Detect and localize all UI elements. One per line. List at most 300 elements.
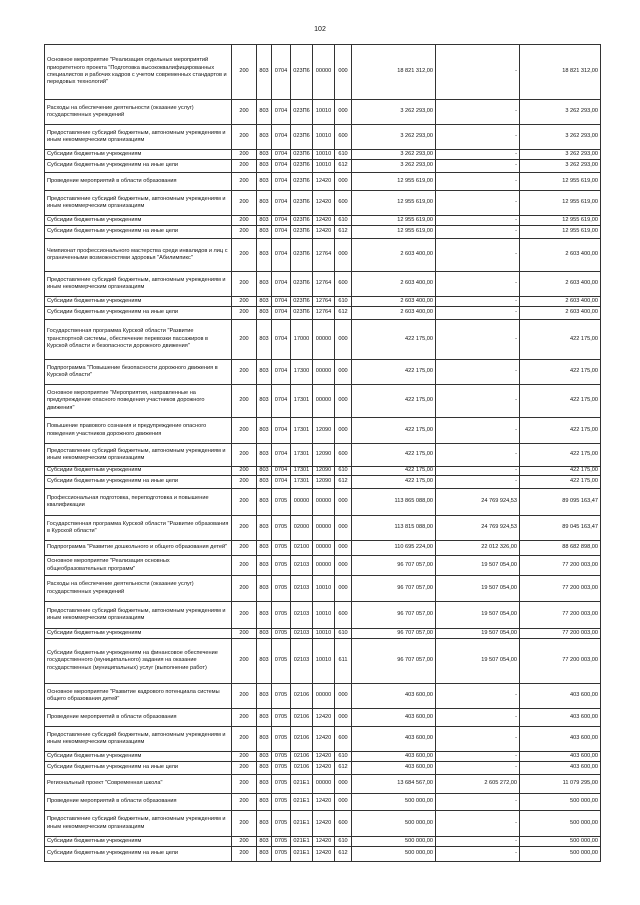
cell-vr: 000 — [335, 45, 352, 100]
cell-rz: 803 — [257, 684, 272, 709]
cell-vr: 600 — [335, 191, 352, 216]
cell-sum-federal: - — [436, 752, 520, 762]
cell-sum-federal: - — [436, 173, 520, 191]
cell-sum-total: 500 000,00 — [352, 837, 436, 847]
row-name: Расходы на обеспечение деятельности (оказание услуг) государственных учреждений — [45, 100, 232, 125]
cell-sum-federal: - — [436, 226, 520, 239]
table-row — [45, 516, 601, 541]
row-name: Предоставление субсидий бюджетным, автономным учреждениям и иным некоммерческим организациям — [45, 272, 232, 297]
table-body — [45, 45, 601, 862]
cell-csr2: 10010 — [313, 100, 335, 125]
cell-rz: 803 — [257, 775, 272, 794]
cell-sum-total: 500 000,00 — [352, 811, 436, 837]
cell-sum-total: 96 707 057,00 — [352, 576, 436, 602]
cell-sum-total: 422 175,00 — [352, 320, 436, 360]
cell-pr: 0704 — [272, 100, 291, 125]
table-row — [45, 173, 601, 191]
cell-vr: 610 — [335, 297, 352, 307]
table-row — [45, 216, 601, 226]
cell-csr2: 10010 — [313, 602, 335, 629]
cell-csr1: 17000 — [291, 320, 313, 360]
cell-vr: 600 — [335, 602, 352, 629]
cell-sum-federal: - — [436, 762, 520, 775]
cell-rz: 803 — [257, 385, 272, 418]
cell-vr: 610 — [335, 752, 352, 762]
table-row — [45, 467, 601, 476]
cell-vr: 600 — [335, 811, 352, 837]
cell-csr2: 12764 — [313, 297, 335, 307]
cell-sum-regional: 12 955 619,00 — [520, 226, 601, 239]
cell-pr: 0705 — [272, 489, 291, 516]
cell-sum-total: 2 603 400,00 — [352, 239, 436, 272]
cell-vr: 610 — [335, 150, 352, 160]
cell-pr: 0704 — [272, 360, 291, 385]
row-name: Региональный проект "Современная школа" — [45, 775, 232, 794]
cell-sum-regional: 2 603 400,00 — [520, 272, 601, 297]
cell-sum-total: 422 175,00 — [352, 467, 436, 476]
cell-gl: 200 — [232, 239, 257, 272]
cell-csr1: 023П6 — [291, 45, 313, 100]
cell-vr: 610 — [335, 837, 352, 847]
cell-csr1: 023П6 — [291, 297, 313, 307]
cell-sum-regional: 2 603 400,00 — [520, 307, 601, 320]
cell-sum-total: 2 603 400,00 — [352, 272, 436, 297]
cell-csr1: 17301 — [291, 444, 313, 467]
cell-csr1: 021E1 — [291, 811, 313, 837]
cell-gl: 200 — [232, 150, 257, 160]
cell-csr1: 023П6 — [291, 191, 313, 216]
cell-rz: 803 — [257, 837, 272, 847]
page-number: 102 — [314, 26, 326, 33]
cell-sum-federal: - — [436, 239, 520, 272]
cell-csr2: 00000 — [313, 385, 335, 418]
cell-gl: 200 — [232, 727, 257, 752]
cell-vr: 610 — [335, 467, 352, 476]
cell-pr: 0705 — [272, 794, 291, 811]
table-row — [45, 476, 601, 489]
table-row — [45, 100, 601, 125]
cell-sum-federal: - — [436, 100, 520, 125]
row-name: Проведение мероприятий в области образования — [45, 173, 232, 191]
cell-gl: 200 — [232, 541, 257, 556]
cell-pr: 0705 — [272, 752, 291, 762]
cell-sum-total: 403 600,00 — [352, 727, 436, 752]
row-name: Предоставление субсидий бюджетным, автономным учреждениям и иным некоммерческим организациям — [45, 602, 232, 629]
cell-sum-regional: 422 175,00 — [520, 320, 601, 360]
cell-csr1: 023П6 — [291, 100, 313, 125]
cell-pr: 0704 — [272, 272, 291, 297]
cell-csr2: 12090 — [313, 444, 335, 467]
cell-csr2: 12420 — [313, 226, 335, 239]
cell-csr1: 00000 — [291, 489, 313, 516]
cell-sum-federal: - — [436, 467, 520, 476]
row-name: Субсидии бюджетным учреждениям — [45, 297, 232, 307]
cell-sum-federal: 19 507 054,00 — [436, 639, 520, 684]
cell-rz: 803 — [257, 727, 272, 752]
table-row — [45, 160, 601, 173]
cell-sum-total: 422 175,00 — [352, 360, 436, 385]
cell-csr1: 023П6 — [291, 272, 313, 297]
cell-sum-total: 403 600,00 — [352, 752, 436, 762]
cell-sum-regional: 403 600,00 — [520, 762, 601, 775]
table-row — [45, 191, 601, 216]
cell-pr: 0705 — [272, 602, 291, 629]
cell-gl: 200 — [232, 602, 257, 629]
cell-csr2: 00000 — [313, 775, 335, 794]
cell-csr2: 00000 — [313, 320, 335, 360]
cell-csr1: 17301 — [291, 385, 313, 418]
row-name: Государственная программа Курской области "Развитие образования в Курской области" — [45, 516, 232, 541]
cell-vr: 000 — [335, 489, 352, 516]
row-name: Основное мероприятие "Реализация отдельных мероприятий приоритетного проекта "Подготовка высококвалифицированных специалистов и рабочих кадров с учетом современных стандартов и передовых технологий" — [45, 45, 232, 100]
cell-pr: 0705 — [272, 709, 291, 727]
cell-gl: 200 — [232, 125, 257, 150]
row-name: Субсидии бюджетным учреждениям на иные цели — [45, 226, 232, 239]
cell-vr: 600 — [335, 272, 352, 297]
cell-gl: 200 — [232, 226, 257, 239]
cell-sum-total: 422 175,00 — [352, 418, 436, 444]
cell-rz: 803 — [257, 602, 272, 629]
cell-gl: 200 — [232, 794, 257, 811]
cell-vr: 600 — [335, 444, 352, 467]
cell-rz: 803 — [257, 307, 272, 320]
cell-sum-federal: - — [436, 709, 520, 727]
cell-gl: 200 — [232, 307, 257, 320]
cell-sum-federal: 19 507 054,00 — [436, 556, 520, 576]
cell-csr1: 023П6 — [291, 160, 313, 173]
row-name: Подпрограмма "Повышение безопасности дорожного движения в Курской области" — [45, 360, 232, 385]
cell-vr: 000 — [335, 100, 352, 125]
cell-rz: 803 — [257, 297, 272, 307]
cell-rz: 803 — [257, 489, 272, 516]
row-name: Субсидии бюджетным учреждениям — [45, 216, 232, 226]
cell-rz: 803 — [257, 226, 272, 239]
cell-gl: 200 — [232, 847, 257, 862]
cell-gl: 200 — [232, 45, 257, 100]
cell-pr: 0705 — [272, 837, 291, 847]
cell-gl: 200 — [232, 709, 257, 727]
cell-gl: 200 — [232, 489, 257, 516]
cell-sum-federal: 19 507 054,00 — [436, 602, 520, 629]
row-name: Субсидии бюджетным учреждениям на иные цели — [45, 476, 232, 489]
cell-vr: 611 — [335, 639, 352, 684]
cell-sum-total: 12 955 619,00 — [352, 173, 436, 191]
cell-sum-total: 18 821 312,00 — [352, 45, 436, 100]
cell-sum-federal: - — [436, 191, 520, 216]
cell-vr: 610 — [335, 629, 352, 639]
table-row — [45, 837, 601, 847]
cell-pr: 0704 — [272, 320, 291, 360]
cell-sum-federal: - — [436, 320, 520, 360]
cell-csr2: 00000 — [313, 684, 335, 709]
cell-sum-federal: - — [436, 727, 520, 752]
cell-pr: 0705 — [272, 811, 291, 837]
cell-gl: 200 — [232, 684, 257, 709]
cell-vr: 612 — [335, 847, 352, 862]
cell-vr: 000 — [335, 775, 352, 794]
table-row — [45, 307, 601, 320]
cell-pr: 0705 — [272, 516, 291, 541]
table-row — [45, 794, 601, 811]
cell-csr1: 021E1 — [291, 775, 313, 794]
cell-sum-regional: 500 000,00 — [520, 847, 601, 862]
cell-sum-regional: 500 000,00 — [520, 811, 601, 837]
cell-sum-regional: 89 095 163,47 — [520, 489, 601, 516]
cell-sum-regional: 77 200 003,00 — [520, 576, 601, 602]
cell-csr1: 02106 — [291, 762, 313, 775]
cell-csr2: 12420 — [313, 811, 335, 837]
cell-gl: 200 — [232, 216, 257, 226]
cell-vr: 612 — [335, 307, 352, 320]
cell-sum-federal: - — [436, 418, 520, 444]
cell-sum-regional: 500 000,00 — [520, 794, 601, 811]
cell-pr: 0704 — [272, 385, 291, 418]
cell-sum-regional: 403 600,00 — [520, 709, 601, 727]
cell-csr1: 02106 — [291, 684, 313, 709]
cell-sum-regional: 422 175,00 — [520, 444, 601, 467]
cell-csr2: 00000 — [313, 541, 335, 556]
cell-sum-regional: 422 175,00 — [520, 360, 601, 385]
cell-csr1: 02100 — [291, 541, 313, 556]
row-name: Субсидии бюджетным учреждениям на иные цели — [45, 160, 232, 173]
cell-sum-total: 3 262 293,00 — [352, 160, 436, 173]
cell-sum-regional: 2 603 400,00 — [520, 297, 601, 307]
cell-vr: 612 — [335, 160, 352, 173]
row-name: Проведение мероприятий в области образования — [45, 794, 232, 811]
cell-sum-federal: 22 012 326,00 — [436, 541, 520, 556]
table-row — [45, 775, 601, 794]
cell-sum-regional: 3 262 293,00 — [520, 125, 601, 150]
cell-sum-total: 113 865 088,00 — [352, 489, 436, 516]
cell-sum-regional: 77 200 003,00 — [520, 556, 601, 576]
cell-sum-regional: 422 175,00 — [520, 385, 601, 418]
cell-pr: 0704 — [272, 444, 291, 467]
cell-csr1: 023П6 — [291, 239, 313, 272]
cell-rz: 803 — [257, 541, 272, 556]
cell-gl: 200 — [232, 297, 257, 307]
cell-sum-federal: - — [436, 837, 520, 847]
cell-rz: 803 — [257, 639, 272, 684]
cell-pr: 0704 — [272, 191, 291, 216]
table-row — [45, 762, 601, 775]
cell-sum-regional: 3 262 293,00 — [520, 100, 601, 125]
cell-rz: 803 — [257, 320, 272, 360]
row-name: Чемпионат профессионального мастерства среди инвалидов и лиц с ограниченными возможностями здоровья "Абилимпикс" — [45, 239, 232, 272]
cell-sum-federal: 24 769 924,53 — [436, 489, 520, 516]
cell-sum-federal: - — [436, 307, 520, 320]
table-row — [45, 150, 601, 160]
cell-pr: 0704 — [272, 467, 291, 476]
cell-rz: 803 — [257, 556, 272, 576]
cell-gl: 200 — [232, 811, 257, 837]
cell-csr1: 023П6 — [291, 226, 313, 239]
cell-gl: 200 — [232, 639, 257, 684]
cell-vr: 600 — [335, 125, 352, 150]
cell-sum-federal: - — [436, 794, 520, 811]
cell-sum-regional: 403 600,00 — [520, 684, 601, 709]
cell-sum-total: 422 175,00 — [352, 444, 436, 467]
cell-gl: 200 — [232, 837, 257, 847]
cell-sum-regional: 12 955 619,00 — [520, 191, 601, 216]
cell-csr2: 10010 — [313, 629, 335, 639]
cell-sum-total: 403 600,00 — [352, 762, 436, 775]
cell-sum-federal: - — [436, 476, 520, 489]
cell-pr: 0704 — [272, 45, 291, 100]
table-row — [45, 847, 601, 862]
cell-sum-total: 12 955 619,00 — [352, 191, 436, 216]
cell-vr: 000 — [335, 684, 352, 709]
cell-sum-regional: 403 600,00 — [520, 727, 601, 752]
cell-gl: 200 — [232, 191, 257, 216]
row-name: Субсидии бюджетным учреждениям на иные цели — [45, 762, 232, 775]
row-name: Предоставление субсидий бюджетным, автономным учреждениям и иным некоммерческим организациям — [45, 727, 232, 752]
cell-csr1: 17300 — [291, 360, 313, 385]
cell-pr: 0704 — [272, 297, 291, 307]
cell-sum-total: 403 600,00 — [352, 684, 436, 709]
cell-vr: 000 — [335, 541, 352, 556]
cell-sum-regional: 403 600,00 — [520, 752, 601, 762]
cell-csr2: 00000 — [313, 360, 335, 385]
cell-csr2: 12764 — [313, 239, 335, 272]
table-row — [45, 360, 601, 385]
cell-rz: 803 — [257, 160, 272, 173]
cell-sum-regional: 500 000,00 — [520, 837, 601, 847]
cell-csr2: 10010 — [313, 576, 335, 602]
cell-csr2: 12420 — [313, 709, 335, 727]
table-row — [45, 226, 601, 239]
cell-rz: 803 — [257, 444, 272, 467]
table-row — [45, 297, 601, 307]
cell-rz: 803 — [257, 709, 272, 727]
cell-rz: 803 — [257, 272, 272, 297]
cell-vr: 000 — [335, 794, 352, 811]
cell-vr: 000 — [335, 320, 352, 360]
cell-sum-federal: - — [436, 160, 520, 173]
cell-csr2: 12764 — [313, 307, 335, 320]
cell-vr: 000 — [335, 418, 352, 444]
cell-vr: 000 — [335, 360, 352, 385]
table-row — [45, 418, 601, 444]
cell-pr: 0704 — [272, 216, 291, 226]
row-name: Предоставление субсидий бюджетным, автономным учреждениям и иным некоммерческим организациям — [45, 811, 232, 837]
table-row — [45, 272, 601, 297]
cell-sum-total: 2 603 400,00 — [352, 297, 436, 307]
cell-sum-federal: 24 769 924,53 — [436, 516, 520, 541]
cell-sum-total: 2 603 400,00 — [352, 307, 436, 320]
cell-sum-regional: 77 200 003,00 — [520, 602, 601, 629]
cell-pr: 0705 — [272, 639, 291, 684]
cell-sum-federal: 2 605 272,00 — [436, 775, 520, 794]
row-name: Субсидии бюджетным учреждениям — [45, 467, 232, 476]
row-name: Субсидии бюджетным учреждениям — [45, 752, 232, 762]
cell-csr1: 02106 — [291, 727, 313, 752]
cell-pr: 0705 — [272, 576, 291, 602]
cell-gl: 200 — [232, 775, 257, 794]
cell-csr1: 17301 — [291, 467, 313, 476]
table-row — [45, 541, 601, 556]
cell-sum-federal: - — [436, 150, 520, 160]
cell-pr: 0705 — [272, 541, 291, 556]
cell-sum-federal: - — [436, 385, 520, 418]
table-row — [45, 602, 601, 629]
cell-sum-regional: 89 045 163,47 — [520, 516, 601, 541]
cell-rz: 803 — [257, 476, 272, 489]
cell-csr2: 10010 — [313, 150, 335, 160]
cell-gl: 200 — [232, 360, 257, 385]
cell-csr1: 17301 — [291, 476, 313, 489]
cell-pr: 0704 — [272, 125, 291, 150]
cell-rz: 803 — [257, 794, 272, 811]
cell-rz: 803 — [257, 762, 272, 775]
cell-pr: 0704 — [272, 307, 291, 320]
cell-sum-total: 500 000,00 — [352, 847, 436, 862]
table-row — [45, 709, 601, 727]
cell-gl: 200 — [232, 173, 257, 191]
row-name: Расходы на обеспечение деятельности (оказание услуг) государственных учреждений — [45, 576, 232, 602]
cell-pr: 0705 — [272, 762, 291, 775]
cell-gl: 200 — [232, 160, 257, 173]
cell-pr: 0705 — [272, 629, 291, 639]
cell-vr: 000 — [335, 576, 352, 602]
row-name: Государственная программа Курской области "Развитие транспортной системы, обеспечение перевозки пассажиров в Курской области и безопасности дорожного движения" — [45, 320, 232, 360]
row-name: Основное мероприятие "Развитие кадрового потенциала системы общего образования детей" — [45, 684, 232, 709]
cell-rz: 803 — [257, 125, 272, 150]
cell-csr2: 12764 — [313, 272, 335, 297]
cell-sum-total: 96 707 057,00 — [352, 556, 436, 576]
cell-csr1: 02103 — [291, 576, 313, 602]
cell-pr: 0704 — [272, 173, 291, 191]
cell-csr1: 023П6 — [291, 216, 313, 226]
cell-sum-federal: - — [436, 272, 520, 297]
cell-sum-federal: - — [436, 811, 520, 837]
cell-csr2: 12420 — [313, 727, 335, 752]
cell-gl: 200 — [232, 385, 257, 418]
cell-sum-total: 96 707 057,00 — [352, 639, 436, 684]
cell-gl: 200 — [232, 629, 257, 639]
row-name: Предоставление субсидий бюджетным, автономным учреждениям и иным некоммерческим организациям — [45, 125, 232, 150]
cell-sum-regional: 12 955 619,00 — [520, 216, 601, 226]
table-row — [45, 320, 601, 360]
cell-pr: 0705 — [272, 727, 291, 752]
cell-rz: 803 — [257, 100, 272, 125]
cell-vr: 000 — [335, 239, 352, 272]
cell-sum-regional: 422 175,00 — [520, 467, 601, 476]
cell-sum-total: 500 000,00 — [352, 794, 436, 811]
cell-csr2: 10010 — [313, 160, 335, 173]
cell-csr1: 17301 — [291, 418, 313, 444]
cell-sum-total: 12 955 619,00 — [352, 226, 436, 239]
cell-sum-regional: 422 175,00 — [520, 418, 601, 444]
cell-csr2: 12420 — [313, 191, 335, 216]
cell-pr: 0704 — [272, 239, 291, 272]
cell-sum-federal: - — [436, 684, 520, 709]
cell-pr: 0704 — [272, 150, 291, 160]
table-row — [45, 45, 601, 100]
cell-csr1: 021E1 — [291, 794, 313, 811]
cell-csr2: 12420 — [313, 762, 335, 775]
row-name: Субсидии бюджетным учреждениям — [45, 150, 232, 160]
cell-sum-federal: - — [436, 360, 520, 385]
cell-vr: 612 — [335, 476, 352, 489]
cell-sum-federal: 19 507 054,00 — [436, 629, 520, 639]
cell-rz: 803 — [257, 467, 272, 476]
cell-sum-federal: 19 507 054,00 — [436, 576, 520, 602]
budget-table — [44, 44, 601, 862]
cell-gl: 200 — [232, 444, 257, 467]
cell-pr: 0705 — [272, 556, 291, 576]
cell-csr1: 02106 — [291, 752, 313, 762]
row-name: Подпрограмма "Развитие дошкольного и общего образования детей" — [45, 541, 232, 556]
